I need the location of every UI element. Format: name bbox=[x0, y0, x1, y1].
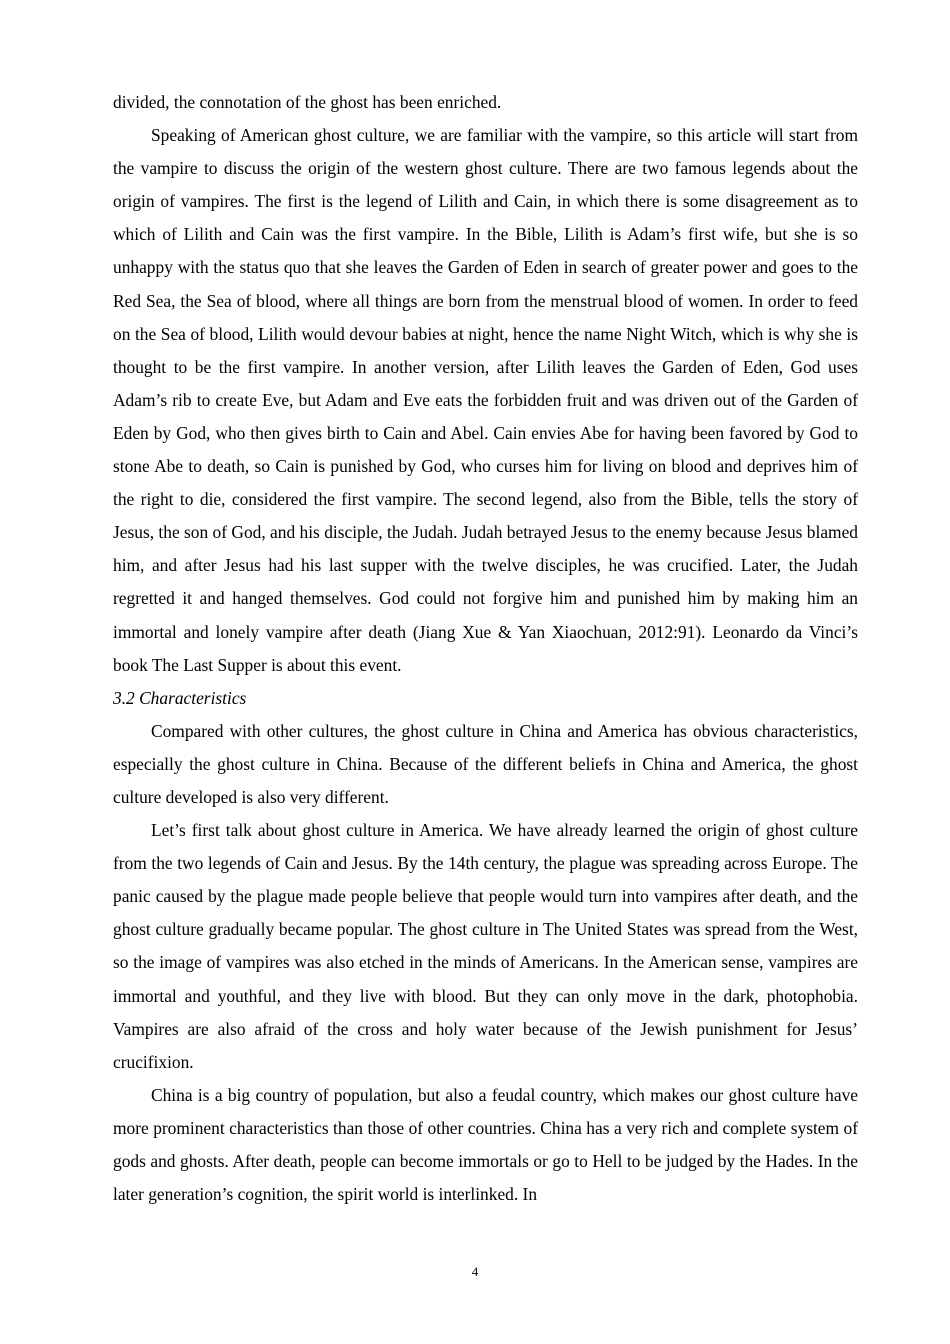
paragraph-continuation: divided, the connotation of the ghost has been enriched. bbox=[113, 92, 502, 112]
page-number: 4 bbox=[471, 1264, 479, 1279]
paragraph-chinese-ghost-culture: China is a big country of population, but also a feudal country, which makes our ghost culture have more prominent characteristics than those of other countries. China has a very rich and complete system of gods and ghosts. After death, people can become immortals or go to Hell to be judged by the Hades. In the later generation’s cognition, the spirit world is interlinked. In bbox=[113, 1084, 858, 1205]
body-text bbox=[113, 86, 858, 1211]
paragraph-characteristics-intro: Compared with other cultures, the ghost culture in China and America has obvious characteristics, especially the ghost culture in China. Because of the different beliefs in China and America, the ghost culture developed is also very different. bbox=[113, 720, 858, 807]
paragraph-vampire-origin: Speaking of American ghost culture, we are familiar with the vampire, so this article will start from the vampire to discuss the origin of the western ghost culture. There are two famous legends about the origin of vampires. The first is the legend of Lilith and Cain, in which there is some disagreement as to which of Lilith and Cain was the first vampire. In the Bible, Lilith is Adam’s first wife, but she is so unhappy with the status quo that she leaves the Garden of Eden in search of greater power and goes to the Red Sea, the Sea of blood, where all things are born from the menstrual blood of women. In order to feed on the Sea of blood, Lilith would devour babies at night, hence the name Night Witch, which is why she is thought to be the first vampire. In another version, after Lilith leaves the Garden of Eden, God uses Adam’s rib to create Eve, but Adam and Eve eats the forbidden fruit and was driven out of the Garden of Eden by God, who then gives birth to Cain and Abel. Cain envies Abe for having been favored by God to stone Abe to death, so Cain is punished by God, who curses him for living on blood and deprives him of the right to die, considered the first vampire. The second legend, also from the Bible, tells the story of Jesus, the son of God, and his disciple, the Judah. Judah betrayed Jesus to the enemy because Jesus blamed him, and after Jesus had his last supper with the twelve disciples, he was crucified. Later, the Judah regretted it and hanged themselves. God could not forgive him and punished him by making him an immortal and lonely vampire after death (Jiang Xue & Yan Xiaochuan, 2012:91). Leonardo da Vinci’s book The Last Supper is about this event. bbox=[113, 125, 858, 675]
paragraph-american-ghost-culture: Let’s first talk about ghost culture in America. We have already learned the origin of ghost culture from the two legends of Cain and Jesus. By the 14th century, the plague was spreading across Europe. The panic caused by the plague made people believe that people would turn into vampires after death, and the ghost culture gradually became popular. The ghost culture in The United States was spread from the West, so the image of vampires was also etched in the minds of Americans. In the American sense, vampires are immortal and youthful, and they live with blood. But they can only move in the dark, photophobia. Vampires are also afraid of the cross and holy water because of the Jewish punishment for Jesus’ crucifixion. bbox=[113, 820, 858, 1072]
section-heading: 3.2 Characteristics bbox=[113, 687, 247, 708]
